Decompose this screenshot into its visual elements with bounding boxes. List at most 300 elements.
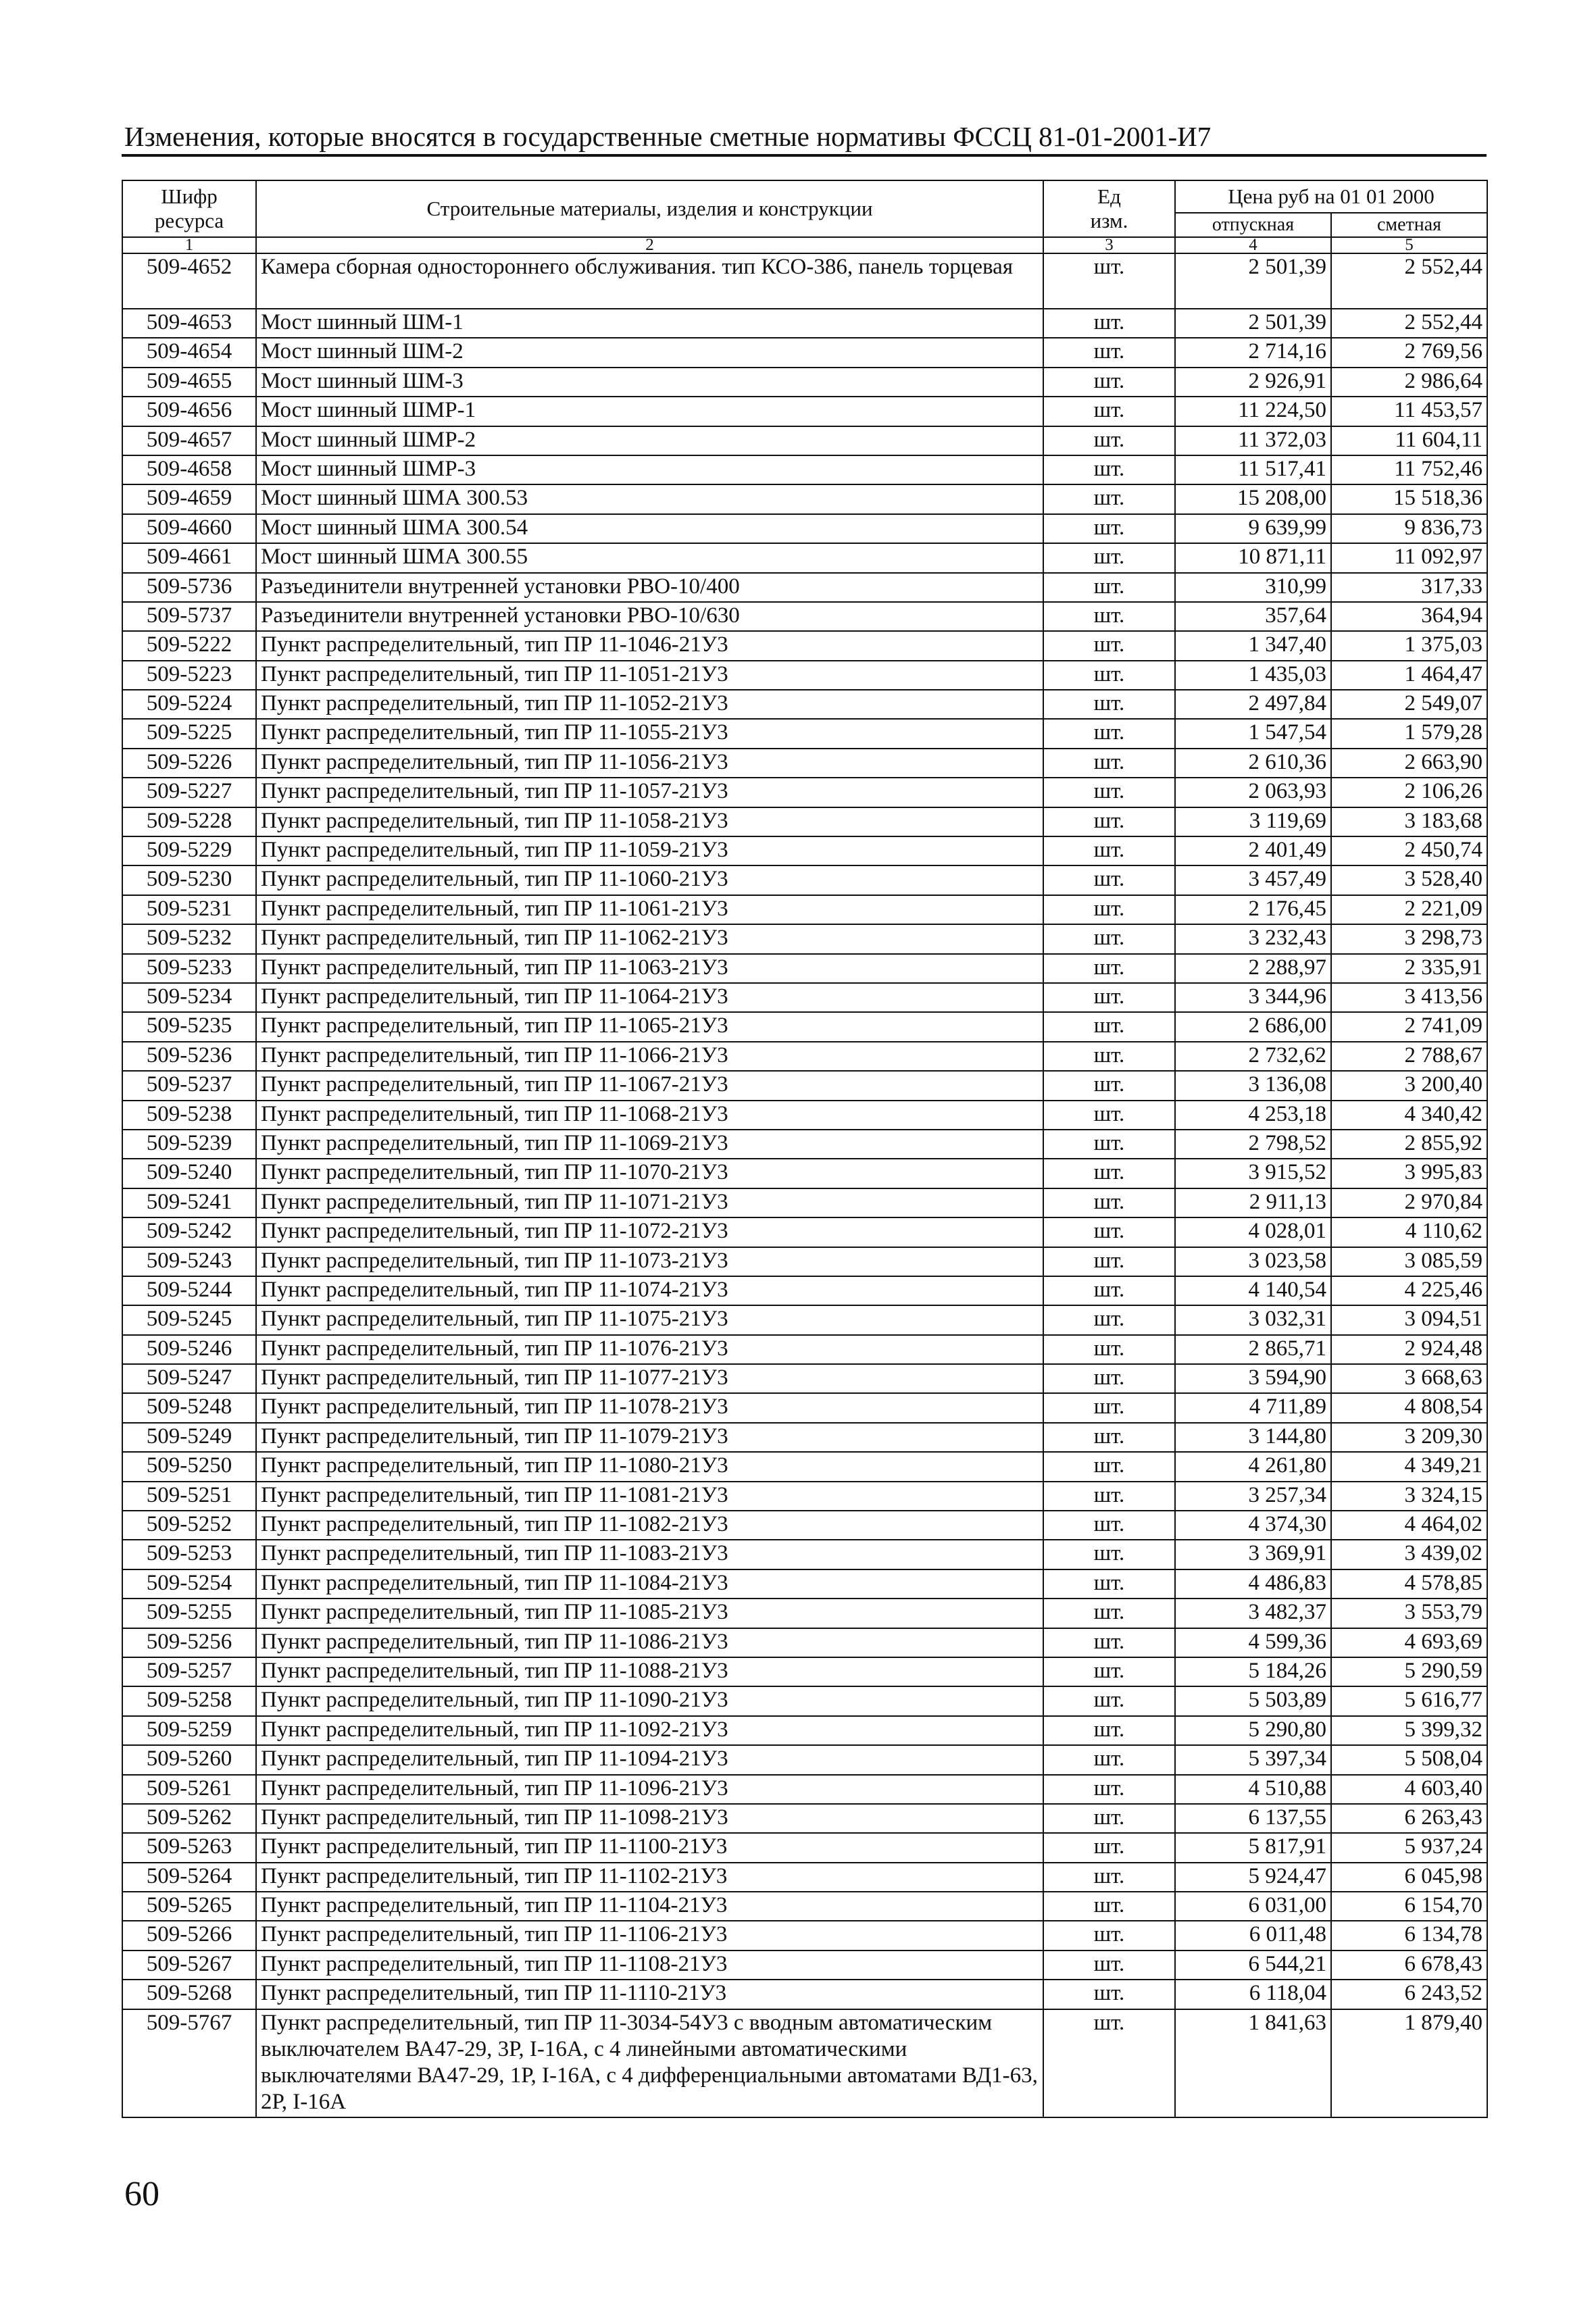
cell-name: Пункт распределительный, тип ПР 11-1104-21У3 — [256, 1892, 1043, 1921]
table-row — [122, 2009, 1487, 2117]
cell-name: Пункт распределительный, тип ПР 11-1079-21У3 — [256, 1423, 1043, 1452]
cell-name: Пункт распределительный, тип ПР 11-1098-21У3 — [256, 1804, 1043, 1833]
cell-estimate-price: 5 937,24 — [1331, 1833, 1487, 1862]
cell-release-price: 2 911,13 — [1175, 1188, 1331, 1217]
cell-unit: шт. — [1043, 1921, 1175, 1950]
cell-code: 509-4657 — [122, 426, 256, 455]
cell-release-price: 6 544,21 — [1175, 1951, 1331, 1980]
col-number: 5 — [1331, 237, 1487, 253]
cell-estimate-price: 364,94 — [1331, 602, 1487, 631]
page-number: 60 — [124, 2175, 159, 2213]
cell-estimate-price: 11 092,97 — [1331, 543, 1487, 572]
cell-name: Пункт распределительный, тип ПР 11-1065-21У3 — [256, 1012, 1043, 1041]
cell-estimate-price: 2 450,74 — [1331, 836, 1487, 865]
cell-name: Пункт распределительный, тип ПР 11-1106-21У3 — [256, 1921, 1043, 1950]
cell-name: Пункт распределительный, тип ПР 11-1090-21У3 — [256, 1686, 1043, 1715]
cell-release-price: 6 011,48 — [1175, 1921, 1331, 1950]
cell-name: Пункт распределительный, тип ПР 11-1064-21У3 — [256, 983, 1043, 1012]
cell-estimate-price: 2 855,92 — [1331, 1130, 1487, 1159]
cell-estimate-price: 2 769,56 — [1331, 338, 1487, 367]
cell-estimate-price: 3 085,59 — [1331, 1247, 1487, 1276]
cell-release-price: 11 224,50 — [1175, 397, 1331, 426]
cell-name: Пункт распределительный, тип ПР 11-1059-21У3 — [256, 836, 1043, 865]
cell-code: 509-5239 — [122, 1130, 256, 1159]
cell-estimate-price: 3 668,63 — [1331, 1364, 1487, 1393]
cell-release-price: 2 798,52 — [1175, 1130, 1331, 1159]
cell-release-price: 6 118,04 — [1175, 1980, 1331, 2009]
table-row — [122, 426, 1487, 455]
cell-estimate-price: 2 221,09 — [1331, 895, 1487, 924]
table-row — [122, 836, 1487, 865]
cell-code: 509-5229 — [122, 836, 256, 865]
cell-release-price: 5 503,89 — [1175, 1686, 1331, 1715]
cell-code: 509-5245 — [122, 1305, 256, 1334]
cell-name: Пункт распределительный, тип ПР 11-1072-21У3 — [256, 1217, 1043, 1247]
table-row — [122, 602, 1487, 631]
cell-release-price: 4 253,18 — [1175, 1101, 1331, 1130]
cell-unit: шт. — [1043, 954, 1175, 983]
cell-release-price: 4 261,80 — [1175, 1452, 1331, 1481]
cell-name: Пункт распределительный, тип ПР 11-1056-21У3 — [256, 749, 1043, 778]
table-row — [122, 1012, 1487, 1041]
cell-code: 509-5265 — [122, 1892, 256, 1921]
cell-name: Пункт распределительный, тип ПР 11-1100-21У3 — [256, 1833, 1043, 1862]
cell-release-price: 2 926,91 — [1175, 368, 1331, 397]
cell-release-price: 4 510,88 — [1175, 1775, 1331, 1804]
cell-code: 509-5242 — [122, 1217, 256, 1247]
cell-release-price: 5 817,91 — [1175, 1833, 1331, 1862]
cell-estimate-price: 6 154,70 — [1331, 1892, 1487, 1921]
table-row — [122, 1921, 1487, 1950]
table-row — [122, 954, 1487, 983]
cell-unit: шт. — [1043, 983, 1175, 1012]
cell-name: Мост шинный ШМ-3 — [256, 368, 1043, 397]
cell-code: 509-5267 — [122, 1951, 256, 1980]
cell-code: 509-5266 — [122, 1921, 256, 1950]
cell-unit: шт. — [1043, 1335, 1175, 1364]
cell-code: 509-5254 — [122, 1569, 256, 1599]
table-row — [122, 338, 1487, 367]
col-header-release: отпускная — [1175, 213, 1331, 237]
table-row — [122, 1159, 1487, 1188]
cell-unit: шт. — [1043, 865, 1175, 895]
cell-name: Пункт распределительный, тип ПР 11-1066-21У3 — [256, 1042, 1043, 1071]
cell-name: Пункт распределительный, тип ПР 11-1088-21У3 — [256, 1657, 1043, 1686]
cell-code: 509-4659 — [122, 484, 256, 513]
cell-code: 509-5250 — [122, 1452, 256, 1481]
cell-unit: шт. — [1043, 602, 1175, 631]
cell-unit: шт. — [1043, 1511, 1175, 1540]
cell-estimate-price: 317,33 — [1331, 573, 1487, 602]
cell-code: 509-4658 — [122, 455, 256, 484]
cell-code: 509-5238 — [122, 1101, 256, 1130]
cell-code: 509-5255 — [122, 1599, 256, 1628]
cell-release-price: 2 063,93 — [1175, 778, 1331, 807]
cell-code: 509-5737 — [122, 602, 256, 631]
table-row — [122, 1569, 1487, 1599]
cell-unit: шт. — [1043, 895, 1175, 924]
table-row — [122, 1130, 1487, 1159]
cell-unit: шт. — [1043, 1599, 1175, 1628]
cell-name: Пункт распределительный, тип ПР 11-1086-21У3 — [256, 1628, 1043, 1657]
cell-name: Пункт распределительный, тип ПР 11-1057-21У3 — [256, 778, 1043, 807]
cell-estimate-price: 5 616,77 — [1331, 1686, 1487, 1715]
cell-name: Мост шинный ШМР-3 — [256, 455, 1043, 484]
table-row — [122, 895, 1487, 924]
cell-code: 509-5236 — [122, 1042, 256, 1071]
cell-estimate-price: 6 263,43 — [1331, 1804, 1487, 1833]
cell-estimate-price: 2 106,26 — [1331, 778, 1487, 807]
cell-release-price: 5 397,34 — [1175, 1745, 1331, 1774]
col-number: 3 — [1043, 237, 1175, 253]
cell-unit: шт. — [1043, 426, 1175, 455]
cell-code: 509-5736 — [122, 573, 256, 602]
cell-name: Мост шинный ШМА 300.54 — [256, 514, 1043, 543]
table-row — [122, 1745, 1487, 1774]
col-header-unit-l1: Ед — [1097, 184, 1121, 208]
table-row — [122, 1305, 1487, 1334]
cell-estimate-price: 4 603,40 — [1331, 1775, 1487, 1804]
table-row — [122, 690, 1487, 719]
cell-estimate-price: 2 549,07 — [1331, 690, 1487, 719]
cell-release-price: 4 374,30 — [1175, 1511, 1331, 1540]
cell-estimate-price: 4 225,46 — [1331, 1276, 1487, 1305]
col-header-estimate: сметная — [1331, 213, 1487, 237]
cell-name: Пункт распределительный, тип ПР 11-1077-21У3 — [256, 1364, 1043, 1393]
cell-code: 509-4655 — [122, 368, 256, 397]
cell-code: 509-5268 — [122, 1980, 256, 2009]
cell-release-price: 6 031,00 — [1175, 1892, 1331, 1921]
cell-release-price: 1 841,63 — [1175, 2009, 1331, 2117]
cell-code: 509-5261 — [122, 1775, 256, 1804]
cell-release-price: 357,64 — [1175, 602, 1331, 631]
cell-code: 509-4656 — [122, 397, 256, 426]
cell-name: Пункт распределительный, тип ПР 11-1096-21У3 — [256, 1775, 1043, 1804]
table-row — [122, 924, 1487, 953]
cell-release-price: 2 401,49 — [1175, 836, 1331, 865]
cell-code: 509-5230 — [122, 865, 256, 895]
cell-code: 509-4660 — [122, 514, 256, 543]
cell-name: Пункт распределительный, тип ПР 11-1075-21У3 — [256, 1305, 1043, 1334]
cell-unit: шт. — [1043, 1042, 1175, 1071]
cell-name: Пункт распределительный, тип ПР 11-1094-21У3 — [256, 1745, 1043, 1774]
cell-code: 509-5223 — [122, 661, 256, 690]
cell-estimate-price: 5 290,59 — [1331, 1657, 1487, 1686]
cell-code: 509-5257 — [122, 1657, 256, 1686]
cell-code: 509-5233 — [122, 954, 256, 983]
table-row — [122, 1686, 1487, 1715]
table-row — [122, 1042, 1487, 1071]
cell-name: Разъединители внутренней установки РВО-10/630 — [256, 602, 1043, 631]
cell-release-price: 3 482,37 — [1175, 1599, 1331, 1628]
table-row — [122, 1775, 1487, 1804]
cell-unit: шт. — [1043, 543, 1175, 572]
cell-unit: шт. — [1043, 368, 1175, 397]
cell-name: Мост шинный ШМА 300.55 — [256, 543, 1043, 572]
cell-code: 509-5260 — [122, 1745, 256, 1774]
cell-estimate-price: 3 528,40 — [1331, 865, 1487, 895]
cell-estimate-price: 2 924,48 — [1331, 1335, 1487, 1364]
table-row — [122, 983, 1487, 1012]
cell-code: 509-5224 — [122, 690, 256, 719]
table-row — [122, 807, 1487, 836]
cell-release-price: 4 140,54 — [1175, 1276, 1331, 1305]
table-row — [122, 1540, 1487, 1569]
cell-estimate-price: 4 110,62 — [1331, 1217, 1487, 1247]
cell-unit: шт. — [1043, 1305, 1175, 1334]
cell-estimate-price: 2 741,09 — [1331, 1012, 1487, 1041]
cell-unit: шт. — [1043, 1482, 1175, 1511]
cell-estimate-price: 3 183,68 — [1331, 807, 1487, 836]
table-row — [122, 865, 1487, 895]
cell-estimate-price: 11 604,11 — [1331, 426, 1487, 455]
cell-code: 509-5247 — [122, 1364, 256, 1393]
col-header-price: Цена руб на 01 01 2000 — [1175, 180, 1487, 213]
cell-code: 509-4653 — [122, 309, 256, 338]
table-row — [122, 253, 1487, 309]
cell-estimate-price: 6 243,52 — [1331, 1980, 1487, 2009]
table-row — [122, 368, 1487, 397]
cell-release-price: 3 144,80 — [1175, 1423, 1331, 1452]
cell-unit: шт. — [1043, 1423, 1175, 1452]
cell-name: Мост шинный ШМ-2 — [256, 338, 1043, 367]
cell-estimate-price: 4 464,02 — [1331, 1511, 1487, 1540]
cell-unit: шт. — [1043, 514, 1175, 543]
table-row — [122, 1951, 1487, 1980]
cell-release-price: 2 497,84 — [1175, 690, 1331, 719]
cell-name: Пункт распределительный, тип ПР 11-1055-21У3 — [256, 719, 1043, 748]
table-row — [122, 1452, 1487, 1481]
col-header-name: Строительные материалы, изделия и конструкции — [256, 180, 1043, 237]
cell-code: 509-5232 — [122, 924, 256, 953]
cell-name: Пункт распределительный, тип ПР 11-1052-21У3 — [256, 690, 1043, 719]
cell-unit: шт. — [1043, 1892, 1175, 1921]
cell-name: Мост шинный ШМ-1 — [256, 309, 1043, 338]
col-header-unit-l2: изм. — [1090, 209, 1128, 232]
cell-unit: шт. — [1043, 807, 1175, 836]
cell-name: Пункт распределительный, тип ПР 11-1081-21У3 — [256, 1482, 1043, 1511]
cell-unit: шт. — [1043, 1217, 1175, 1247]
cell-name: Пункт распределительный, тип ПР 11-1069-21У3 — [256, 1130, 1043, 1159]
cell-estimate-price: 15 518,36 — [1331, 484, 1487, 513]
table-row — [122, 661, 1487, 690]
cell-release-price: 4 599,36 — [1175, 1628, 1331, 1657]
cell-name: Пункт распределительный, тип ПР 11-1080-21У3 — [256, 1452, 1043, 1481]
cell-code: 509-5244 — [122, 1276, 256, 1305]
cell-name: Пункт распределительный, тип ПР 11-1063-21У3 — [256, 954, 1043, 983]
cell-release-price: 1 547,54 — [1175, 719, 1331, 748]
cell-unit: шт. — [1043, 1071, 1175, 1100]
cell-name: Пункт распределительный, тип ПР 11-1058-21У3 — [256, 807, 1043, 836]
cell-release-price: 3 344,96 — [1175, 983, 1331, 1012]
cell-estimate-price: 5 508,04 — [1331, 1745, 1487, 1774]
cell-code: 509-5263 — [122, 1833, 256, 1862]
cell-release-price: 3 369,91 — [1175, 1540, 1331, 1569]
cell-unit: шт. — [1043, 1159, 1175, 1188]
cell-release-price: 2 288,97 — [1175, 954, 1331, 983]
cell-estimate-price: 3 298,73 — [1331, 924, 1487, 953]
cell-unit: шт. — [1043, 836, 1175, 865]
cell-code: 509-4661 — [122, 543, 256, 572]
cell-unit: шт. — [1043, 1130, 1175, 1159]
cell-code: 509-5228 — [122, 807, 256, 836]
cell-estimate-price: 2 552,44 — [1331, 253, 1487, 309]
table-row — [122, 1657, 1487, 1686]
table-row — [122, 1423, 1487, 1452]
cell-unit: шт. — [1043, 1775, 1175, 1804]
cell-code: 509-4652 — [122, 253, 256, 309]
table-row — [122, 749, 1487, 778]
cell-release-price: 3 594,90 — [1175, 1364, 1331, 1393]
cell-unit: шт. — [1043, 1657, 1175, 1686]
materials-table — [122, 180, 1488, 2118]
col-number: 4 — [1175, 237, 1331, 253]
cell-code: 509-5231 — [122, 895, 256, 924]
cell-unit: шт. — [1043, 2009, 1175, 2117]
cell-unit: шт. — [1043, 1569, 1175, 1599]
cell-unit: шт. — [1043, 455, 1175, 484]
cell-release-price: 11 517,41 — [1175, 455, 1331, 484]
cell-release-price: 2 865,71 — [1175, 1335, 1331, 1364]
table-row — [122, 719, 1487, 748]
cell-code: 509-5237 — [122, 1071, 256, 1100]
table-row — [122, 1335, 1487, 1364]
cell-code: 509-5248 — [122, 1393, 256, 1422]
cell-name: Пункт распределительный, тип ПР 11-1085-21У3 — [256, 1599, 1043, 1628]
cell-estimate-price: 3 094,51 — [1331, 1305, 1487, 1334]
table-row — [122, 1188, 1487, 1217]
cell-code: 509-5264 — [122, 1863, 256, 1892]
cell-release-price: 2 501,39 — [1175, 253, 1331, 309]
cell-unit: шт. — [1043, 778, 1175, 807]
cell-name: Камера сборная одностороннего обслуживания. тип КСО-386, панель торцевая — [256, 253, 1043, 309]
cell-unit: шт. — [1043, 1980, 1175, 2009]
cell-unit: шт. — [1043, 1951, 1175, 1980]
cell-estimate-price: 4 693,69 — [1331, 1628, 1487, 1657]
cell-name: Мост шинный ШМР-2 — [256, 426, 1043, 455]
cell-name: Пункт распределительный, тип ПР 11-1067-21У3 — [256, 1071, 1043, 1100]
table-row — [122, 543, 1487, 572]
cell-release-price: 6 137,55 — [1175, 1804, 1331, 1833]
table-row — [122, 1364, 1487, 1393]
cell-estimate-price: 2 335,91 — [1331, 954, 1487, 983]
cell-code: 509-5235 — [122, 1012, 256, 1041]
cell-code: 509-5243 — [122, 1247, 256, 1276]
cell-code: 509-5262 — [122, 1804, 256, 1833]
cell-code: 509-5241 — [122, 1188, 256, 1217]
cell-code: 509-5767 — [122, 2009, 256, 2117]
cell-name: Пункт распределительный, тип ПР 11-1102-21У3 — [256, 1863, 1043, 1892]
cell-name: Пункт распределительный, тип ПР 11-1051-21У3 — [256, 661, 1043, 690]
cell-release-price: 310,99 — [1175, 573, 1331, 602]
cell-release-price: 2 501,39 — [1175, 309, 1331, 338]
cell-release-price: 4 711,89 — [1175, 1393, 1331, 1422]
cell-unit: шт. — [1043, 924, 1175, 953]
cell-unit: шт. — [1043, 1452, 1175, 1481]
cell-estimate-price: 3 995,83 — [1331, 1159, 1487, 1188]
cell-release-price: 5 290,80 — [1175, 1716, 1331, 1745]
cell-name: Разъединители внутренней установки РВО-10/400 — [256, 573, 1043, 602]
cell-release-price: 10 871,11 — [1175, 543, 1331, 572]
cell-name: Пункт распределительный, тип ПР 11-1084-21У3 — [256, 1569, 1043, 1599]
cell-code: 509-5251 — [122, 1482, 256, 1511]
cell-name: Пункт распределительный, тип ПР 11-3034-54У3 с вводным автоматическим выключателем ВА47-29, 3Р, I-16А, с 4 линейными автоматическими выключателями ВА47-29, 1Р, I-16А, с 4 дифференциальными автоматами ВД1-63, 2Р, I-16А — [256, 2009, 1043, 2117]
cell-unit: шт. — [1043, 1745, 1175, 1774]
cell-release-price: 3 023,58 — [1175, 1247, 1331, 1276]
cell-unit: шт. — [1043, 1247, 1175, 1276]
table-row — [122, 1833, 1487, 1862]
col-number: 2 — [256, 237, 1043, 253]
cell-release-price: 9 639,99 — [1175, 514, 1331, 543]
cell-unit: шт. — [1043, 631, 1175, 660]
cell-name: Пункт распределительный, тип ПР 11-1062-21У3 — [256, 924, 1043, 953]
cell-unit: шт. — [1043, 484, 1175, 513]
cell-release-price: 3 457,49 — [1175, 865, 1331, 895]
cell-code: 509-4654 — [122, 338, 256, 367]
cell-estimate-price: 4 578,85 — [1331, 1569, 1487, 1599]
table-row — [122, 484, 1487, 513]
cell-unit: шт. — [1043, 253, 1175, 309]
cell-release-price: 3 136,08 — [1175, 1071, 1331, 1100]
col-header-code — [122, 180, 256, 237]
cell-code: 509-5246 — [122, 1335, 256, 1364]
cell-unit: шт. — [1043, 1188, 1175, 1217]
cell-release-price: 1 435,03 — [1175, 661, 1331, 690]
cell-estimate-price: 3 200,40 — [1331, 1071, 1487, 1100]
cell-release-price: 2 732,62 — [1175, 1042, 1331, 1071]
table-row — [122, 514, 1487, 543]
table-row — [122, 1071, 1487, 1100]
cell-name: Пункт распределительный, тип ПР 11-1083-21У3 — [256, 1540, 1043, 1569]
cell-unit: шт. — [1043, 1276, 1175, 1305]
cell-release-price: 3 232,43 — [1175, 924, 1331, 953]
cell-release-price: 3 257,34 — [1175, 1482, 1331, 1511]
cell-name: Пункт распределительный, тип ПР 11-1046-21У3 — [256, 631, 1043, 660]
cell-unit: шт. — [1043, 1686, 1175, 1715]
cell-estimate-price: 11 453,57 — [1331, 397, 1487, 426]
cell-code: 509-5249 — [122, 1423, 256, 1452]
cell-release-price: 4 486,83 — [1175, 1569, 1331, 1599]
cell-estimate-price: 6 134,78 — [1331, 1921, 1487, 1950]
cell-estimate-price: 11 752,46 — [1331, 455, 1487, 484]
table-row — [122, 309, 1487, 338]
col-header-code-l1: Шифр — [161, 184, 218, 208]
cell-release-price: 15 208,00 — [1175, 484, 1331, 513]
cell-unit: шт. — [1043, 1364, 1175, 1393]
cell-unit: шт. — [1043, 338, 1175, 367]
cell-name: Пункт распределительный, тип ПР 11-1068-21У3 — [256, 1101, 1043, 1130]
cell-estimate-price: 2 970,84 — [1331, 1188, 1487, 1217]
cell-code: 509-5227 — [122, 778, 256, 807]
cell-release-price: 2 714,16 — [1175, 338, 1331, 367]
table-row — [122, 1980, 1487, 2009]
cell-release-price: 2 176,45 — [1175, 895, 1331, 924]
cell-unit: шт. — [1043, 1393, 1175, 1422]
table-row — [122, 573, 1487, 602]
cell-unit: шт. — [1043, 309, 1175, 338]
cell-release-price: 3 119,69 — [1175, 807, 1331, 836]
table-row — [122, 1393, 1487, 1422]
cell-estimate-price: 1 464,47 — [1331, 661, 1487, 690]
cell-estimate-price: 2 788,67 — [1331, 1042, 1487, 1071]
cell-unit: шт. — [1043, 1012, 1175, 1041]
cell-unit: шт. — [1043, 1833, 1175, 1862]
cell-name: Пункт распределительный, тип ПР 11-1073-21У3 — [256, 1247, 1043, 1276]
cell-code: 509-5256 — [122, 1628, 256, 1657]
cell-estimate-price: 6 678,43 — [1331, 1951, 1487, 1980]
cell-name: Пункт распределительный, тип ПР 11-1082-21У3 — [256, 1511, 1043, 1540]
table-row — [122, 397, 1487, 426]
